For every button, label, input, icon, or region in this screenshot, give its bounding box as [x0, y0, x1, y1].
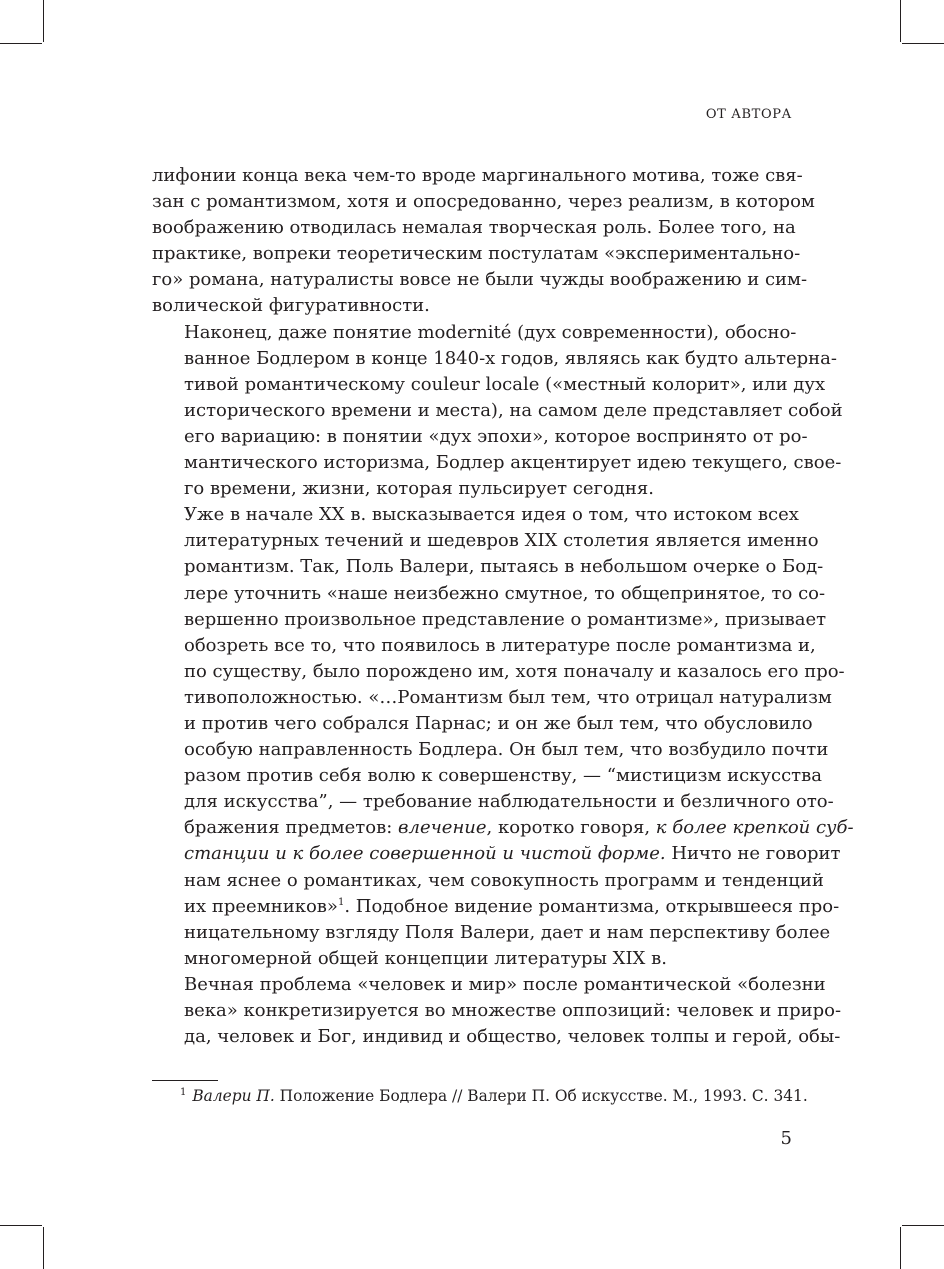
- crop-mark: [902, 43, 944, 44]
- text-line: и против чего собрался Парнас; и он же был тем, что обусловило: [184, 712, 813, 734]
- text-line: литературных течений и шедевров XIX столетия является именно: [184, 530, 819, 552]
- text-run: бражения предметов:: [184, 817, 398, 839]
- text-line: лифонии конца века чем-то вроде маргинального мотива, тоже свя-: [152, 165, 803, 186]
- text-line: особую направленность Бодлера. Он был тем, что возбудило почти: [184, 739, 829, 761]
- page-number: 5: [780, 1128, 792, 1149]
- text-line: Вечная проблема «человек и мир» после романтической «болезни: [184, 973, 826, 995]
- body-text: [152, 163, 854, 1050]
- running-head: ОТ АВТОРА: [705, 107, 792, 122]
- crop-mark: [0, 43, 42, 44]
- text-run: их преемников»: [184, 895, 338, 917]
- crop-mark: [0, 1225, 42, 1226]
- text-line: для искусства”, — требование наблюдательности и безличного ото-: [184, 791, 834, 813]
- text-line: [152, 841, 841, 867]
- text-line: многомерной общей концепции литературы XIX в.: [184, 947, 667, 969]
- paragraph: [152, 163, 815, 320]
- footnote-mark: 1: [180, 1087, 187, 1098]
- footnote: [180, 1087, 808, 1105]
- text-run: , коротко говоря,: [486, 817, 656, 839]
- footnote-author: Валери П.: [192, 1087, 275, 1105]
- text-line: зан с романтизмом, хотя и опосредованно, через реализм, в котором: [152, 191, 815, 213]
- text-line: Наконец, даже понятие modernité (дух современности), обосно-: [184, 321, 797, 343]
- text-line: тивоположностью. «…Романтизм был тем, что отрицал натурализм: [184, 686, 832, 708]
- text-run: . Подобное видение романтизма, открывшееся про-: [344, 895, 840, 917]
- crop-mark: [900, 0, 901, 42]
- crop-mark: [900, 1227, 901, 1269]
- text-line: го времени, жизни, которая пульсирует сегодня.: [184, 478, 654, 500]
- footnote-text: Положение Бодлера // Валери П. Об искусстве. М., 1993. С. 341.: [274, 1087, 808, 1105]
- text-line: разом против себя волю к совершенству, — “мистицизм искусства: [184, 765, 823, 787]
- paragraph: [152, 320, 843, 503]
- text-line: исторического времени и места), на самом деле представляет собой: [184, 399, 843, 421]
- text-line: его вариацию: в понятии «дух эпохи», которое воспринято от ро-: [184, 425, 808, 447]
- text-line: романтизм. Так, Поль Валери, пытаясь в небольшом очерке о Бод-: [184, 556, 824, 578]
- italic-run: влечение: [398, 817, 487, 839]
- text-line: го» романа, натуралисты вовсе не были чужды воображению и сим-: [152, 269, 808, 291]
- italic-run: станции и к более совершенной и чистой форме.: [184, 843, 666, 865]
- text-line: ванное Бодлером в конце 1840-х годов, являясь как будто альтерна-: [184, 347, 837, 369]
- text-line: Уже в начале XX в. высказывается идея о том, что истоком всех: [184, 504, 799, 526]
- text-line: вершенно произвольное представление о романтизме», призывает: [184, 608, 827, 630]
- crop-mark: [43, 1227, 44, 1269]
- crop-mark: [43, 0, 44, 42]
- text-line: лере уточнить «наше неизбежно смутное, то общепринятое, то со-: [184, 582, 826, 604]
- footnote-ref[interactable]: 1: [337, 896, 345, 908]
- text-line: волической фигуративности.: [152, 295, 430, 317]
- crop-mark: [902, 1225, 944, 1226]
- text-line: да, человек и Бог, индивид и общество, человек толпы и герой, обы-: [184, 1026, 841, 1048]
- text-run: Ничто не говорит: [665, 843, 841, 865]
- text-line: практике, вопреки теоретическим постулатам «экспериментально-: [152, 243, 801, 265]
- text-line: [152, 894, 840, 920]
- text-line: [152, 815, 854, 841]
- text-line: века» конкретизируется во множестве оппозиций: человек и приро-: [184, 1000, 842, 1021]
- text-line: воображению отводилась немалая творческая роль. Более того, на: [152, 217, 796, 239]
- footnote-rule: [152, 1080, 218, 1081]
- text-line: по существу, было порождено им, хотя поначалу и казалось его про-: [184, 660, 845, 682]
- italic-run: к более крепкой суб-: [655, 817, 854, 839]
- text-line: нам яснее о романтиках, чем совокупность программ и тенденций: [184, 869, 824, 891]
- text-line: тивой романтическому couleur locale («местный колорит», или дух: [184, 373, 826, 395]
- paragraph: [152, 502, 854, 972]
- paragraph: [152, 972, 842, 1050]
- text-line: мантического историзма, Бодлер акцентирует идею текущего, свое-: [184, 452, 842, 474]
- text-line: обозреть все то, что появилось в литературе после романтизма и,: [184, 634, 816, 656]
- text-line: ницательному взгляду Поля Валери, дает и нам перспективу более: [184, 921, 831, 943]
